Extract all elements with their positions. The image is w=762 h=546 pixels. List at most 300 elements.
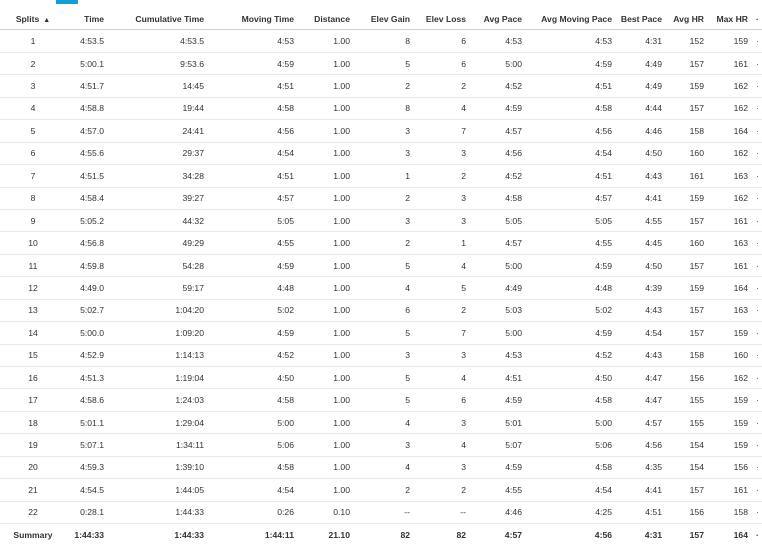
elev-loss-cell: 1 (414, 232, 470, 254)
split-number-cell: 21 (0, 479, 66, 501)
distance-cell: 0.10 (298, 501, 354, 523)
split-number-cell: 12 (0, 277, 66, 299)
distance-cell: 1.00 (298, 209, 354, 231)
overflow-cell: · (752, 165, 762, 187)
max-hr-cell: 159 (708, 389, 752, 411)
avg-moving-pace-cell: 4:54 (526, 479, 616, 501)
moving-time-cell: 4:56 (208, 120, 298, 142)
time-cell: 4:51.3 (66, 367, 108, 389)
overflow-cell: · (752, 344, 762, 366)
overflow-cell: · (752, 456, 762, 478)
moving-time-cell: 4:50 (208, 367, 298, 389)
active-tab-indicator (56, 0, 78, 4)
elev-loss-cell: 3 (414, 187, 470, 209)
time-cell: 4:52.9 (66, 344, 108, 366)
time-cell: 4:53.5 (66, 30, 108, 52)
column-header-elev-gain[interactable]: Elev Gain (354, 8, 414, 30)
elev-gain-cell: 3 (354, 344, 414, 366)
avg-pace-cell: 4:52 (470, 75, 526, 97)
time-cell: 4:58.6 (66, 389, 108, 411)
split-number-cell: 3 (0, 75, 66, 97)
elev-gain-cell: 2 (354, 479, 414, 501)
distance-cell: 1.00 (298, 344, 354, 366)
moving-time-cell: 4:53 (208, 30, 298, 52)
avg-moving-pace-cell: 4:50 (526, 367, 616, 389)
table-row (0, 232, 762, 254)
elev-gain-cell: 3 (354, 142, 414, 164)
overflow-cell: · (756, 529, 759, 540)
avg-hr-cell: 160 (666, 142, 708, 164)
time-cell: 0:28.1 (66, 501, 108, 523)
moving-time-cell: 5:02 (208, 299, 298, 321)
table-row (0, 75, 762, 97)
overflow-cell: · (752, 254, 762, 276)
moving-time-cell: 4:54 (208, 479, 298, 501)
avg-moving-pace-cell: 4:57 (526, 187, 616, 209)
elev-gain-cell: 5 (354, 367, 414, 389)
avg-pace-cell: 4:53 (470, 344, 526, 366)
split-number-cell: Summary (13, 529, 53, 540)
cumulative-time-cell: 44:32 (108, 209, 208, 231)
avg-hr-cell: 155 (666, 389, 708, 411)
moving-time-cell: 1:44:11 (264, 529, 294, 540)
avg-moving-pace-cell: 4:52 (526, 344, 616, 366)
elev-loss-cell: 6 (414, 52, 470, 74)
moving-time-cell: 4:59 (208, 254, 298, 276)
table-row (0, 30, 762, 52)
split-number-cell: 13 (0, 299, 66, 321)
time-cell: 4:55.6 (66, 142, 108, 164)
time-cell: 5:00.1 (66, 52, 108, 74)
avg-moving-pace-cell: 4:56 (526, 120, 616, 142)
elev-gain-cell: 5 (354, 322, 414, 344)
avg-moving-pace-cell: 4:58 (526, 456, 616, 478)
avg-hr-cell: 157 (666, 299, 708, 321)
overflow-cell: · (752, 501, 762, 523)
overflow-cell: · (752, 187, 762, 209)
table-header-row (0, 8, 762, 30)
elev-gain-cell: 8 (354, 97, 414, 119)
elev-gain-cell: 4 (354, 456, 414, 478)
distance-cell: 1.00 (298, 30, 354, 52)
avg-hr-cell: 152 (666, 30, 708, 52)
elev-loss-cell: 2 (414, 479, 470, 501)
max-hr-cell: 159 (708, 30, 752, 52)
overflow-cell: · (752, 232, 762, 254)
elev-loss-cell: 4 (414, 434, 470, 456)
elev-loss-cell: 2 (414, 165, 470, 187)
best-pace-cell: 4:43 (616, 299, 666, 321)
table-row (0, 389, 762, 411)
moving-time-cell: 4:58 (208, 456, 298, 478)
split-number-cell: 6 (0, 142, 66, 164)
moving-time-cell: 4:51 (208, 75, 298, 97)
split-number-cell: 15 (0, 344, 66, 366)
avg-pace-cell: 5:05 (470, 209, 526, 231)
table-row (0, 120, 762, 142)
best-pace-cell: 4:41 (616, 479, 666, 501)
moving-time-cell: 5:05 (208, 209, 298, 231)
best-pace-cell: 4:50 (616, 142, 666, 164)
split-number-cell: 1 (0, 30, 66, 52)
avg-pace-cell: 5:00 (470, 254, 526, 276)
max-hr-cell: 156 (708, 456, 752, 478)
best-pace-cell: 4:43 (616, 165, 666, 187)
distance-cell: 1.00 (298, 187, 354, 209)
avg-moving-pace-cell: 4:54 (526, 142, 616, 164)
overflow-cell: · (752, 389, 762, 411)
avg-pace-cell: 4:59 (470, 389, 526, 411)
moving-time-cell: 4:51 (208, 165, 298, 187)
max-hr-cell: 158 (708, 501, 752, 523)
avg-pace-cell: 4:51 (470, 367, 526, 389)
elev-loss-cell: 6 (414, 389, 470, 411)
avg-moving-pace-cell: 4:58 (526, 97, 616, 119)
split-number-cell: 5 (0, 120, 66, 142)
cumulative-time-cell: 24:41 (108, 120, 208, 142)
time-cell: 4:59.3 (66, 456, 108, 478)
time-cell: 4:51.7 (66, 75, 108, 97)
elev-loss-cell: 3 (414, 456, 470, 478)
time-cell: 4:49.0 (66, 277, 108, 299)
avg-hr-cell: 158 (666, 120, 708, 142)
elev-loss-cell: 2 (414, 299, 470, 321)
overflow-cell: · (752, 411, 762, 433)
best-pace-cell: 4:49 (616, 75, 666, 97)
avg-pace-cell: 4:58 (470, 187, 526, 209)
max-hr-cell: 161 (708, 52, 752, 74)
avg-moving-pace-cell: 4:51 (526, 165, 616, 187)
column-header-elev-loss[interactable]: Elev Loss (414, 8, 470, 30)
elev-gain-cell: 8 (354, 30, 414, 52)
column-header-avg-moving-pace[interactable]: Avg Moving Pace (526, 8, 616, 30)
avg-hr-cell: 157 (666, 97, 708, 119)
elev-gain-cell: 3 (354, 209, 414, 231)
elev-gain-cell: 4 (354, 411, 414, 433)
time-cell: 5:07.1 (66, 434, 108, 456)
cumulative-time-cell: 14:45 (108, 75, 208, 97)
best-pace-cell: 4:55 (616, 209, 666, 231)
table-row (0, 277, 762, 299)
split-number-cell: 10 (0, 232, 66, 254)
best-pace-cell: 4:31 (644, 529, 662, 540)
max-hr-cell: 163 (708, 232, 752, 254)
split-number-cell: 7 (0, 165, 66, 187)
avg-pace-cell: 4:52 (470, 165, 526, 187)
best-pace-cell: 4:51 (616, 501, 666, 523)
elev-gain-cell: 1 (354, 165, 414, 187)
avg-pace-cell: 4:57 (470, 232, 526, 254)
split-number-cell: 2 (0, 52, 66, 74)
max-hr-cell: 159 (708, 411, 752, 433)
distance-cell: 1.00 (298, 456, 354, 478)
best-pace-cell: 4:47 (616, 389, 666, 411)
distance-cell: 1.00 (298, 411, 354, 433)
column-header-splits-label: Splits (15, 13, 40, 24)
avg-moving-pace-cell: 4:55 (526, 232, 616, 254)
overflow-cell: · (752, 322, 762, 344)
distance-cell: 1.00 (298, 120, 354, 142)
time-cell: 4:57.0 (66, 120, 108, 142)
overflow-cell: · (752, 142, 762, 164)
cumulative-time-cell: 49:29 (108, 232, 208, 254)
avg-moving-pace-cell: 5:02 (526, 299, 616, 321)
avg-pace-cell: 5:01 (470, 411, 526, 433)
column-header-cumulative-time[interactable]: Cumulative Time (108, 8, 208, 30)
avg-hr-cell: 161 (666, 165, 708, 187)
avg-moving-pace-cell: 4:59 (526, 52, 616, 74)
distance-cell: 1.00 (298, 142, 354, 164)
avg-moving-pace-cell: 5:00 (526, 411, 616, 433)
cumulative-time-cell: 59:17 (108, 277, 208, 299)
avg-hr-cell: 159 (666, 277, 708, 299)
avg-pace-cell: 4:57 (504, 529, 522, 540)
table-row (0, 367, 762, 389)
column-header-best-pace[interactable]: Best Pace (616, 8, 666, 30)
avg-moving-pace-cell: 4:25 (526, 501, 616, 523)
moving-time-cell: 4:57 (208, 187, 298, 209)
overflow-cell: · (752, 120, 762, 142)
column-header-distance[interactable]: Distance (298, 8, 354, 30)
best-pace-cell: 4:46 (616, 120, 666, 142)
cumulative-time-cell: 1:04:20 (108, 299, 208, 321)
elev-gain-cell: 3 (354, 120, 414, 142)
split-number-cell: 4 (0, 97, 66, 119)
time-cell: 4:51.5 (66, 165, 108, 187)
moving-time-cell: 0:26 (208, 501, 298, 523)
avg-moving-pace-cell: 4:53 (526, 30, 616, 52)
max-hr-cell: 159 (708, 322, 752, 344)
best-pace-cell: 4:49 (616, 52, 666, 74)
column-header-avg-pace[interactable]: Avg Pace (470, 8, 526, 30)
column-header-max-hr[interactable]: Max HR (708, 8, 752, 30)
time-cell: 4:59.8 (66, 254, 108, 276)
elev-gain-cell: 4 (354, 277, 414, 299)
elev-gain-cell: 82 (400, 529, 410, 540)
overflow-cell: · (752, 367, 762, 389)
elev-loss-cell: 4 (414, 254, 470, 276)
elev-loss-cell: 3 (414, 142, 470, 164)
avg-moving-pace-cell: 4:48 (526, 277, 616, 299)
time-cell: 5:00.0 (66, 322, 108, 344)
table-row (0, 165, 762, 187)
distance-cell: 1.00 (298, 299, 354, 321)
max-hr-cell: 162 (708, 97, 752, 119)
elev-loss-cell: 3 (414, 344, 470, 366)
avg-pace-cell: 5:00 (470, 322, 526, 344)
avg-pace-cell: 4:55 (470, 479, 526, 501)
table-row (0, 411, 762, 433)
column-header-avg-hr[interactable]: Avg HR (666, 8, 708, 30)
time-cell: 4:54.5 (66, 479, 108, 501)
distance-cell: 1.00 (298, 322, 354, 344)
elev-gain-cell: 2 (354, 187, 414, 209)
splits-table-body (0, 30, 762, 546)
overflow-cell: · (752, 479, 762, 501)
distance-cell: 1.00 (298, 254, 354, 276)
split-number-cell: 9 (0, 209, 66, 231)
elev-loss-cell: 2 (414, 75, 470, 97)
max-hr-cell: 162 (708, 142, 752, 164)
avg-moving-pace-cell: 4:59 (526, 254, 616, 276)
moving-time-cell: 4:59 (208, 322, 298, 344)
avg-pace-cell: 4:53 (470, 30, 526, 52)
best-pace-cell: 4:41 (616, 187, 666, 209)
avg-pace-cell: 4:57 (470, 120, 526, 142)
best-pace-cell: 4:44 (616, 97, 666, 119)
column-header-time[interactable]: Time (66, 8, 108, 30)
distance-cell: 1.00 (298, 75, 354, 97)
table-row (0, 344, 762, 366)
cumulative-time-cell: 1:24:03 (108, 389, 208, 411)
cumulative-time-cell: 1:44:05 (108, 479, 208, 501)
elev-loss-cell: 7 (414, 120, 470, 142)
cumulative-time-cell: 1:14:13 (108, 344, 208, 366)
split-number-cell: 11 (0, 254, 66, 276)
table-row (0, 187, 762, 209)
avg-hr-cell: 157 (666, 479, 708, 501)
best-pace-cell: 4:50 (616, 254, 666, 276)
avg-pace-cell: 5:00 (470, 52, 526, 74)
cumulative-time-cell: 29:37 (108, 142, 208, 164)
time-cell: 4:58.4 (66, 187, 108, 209)
max-hr-cell: 164 (708, 277, 752, 299)
avg-hr-cell: 157 (666, 52, 708, 74)
avg-hr-cell: 154 (666, 456, 708, 478)
split-number-cell: 17 (0, 389, 66, 411)
avg-moving-pace-cell: 4:58 (526, 389, 616, 411)
moving-time-cell: 4:55 (208, 232, 298, 254)
overflow-cell: · (752, 75, 762, 97)
elev-loss-cell: 6 (414, 30, 470, 52)
split-number-cell: 14 (0, 322, 66, 344)
elev-gain-cell: 5 (354, 52, 414, 74)
elev-loss-cell: 4 (414, 97, 470, 119)
elev-loss-cell: 5 (414, 277, 470, 299)
cumulative-time-cell: 19:44 (108, 97, 208, 119)
elev-gain-cell: 2 (354, 75, 414, 97)
table-row (0, 97, 762, 119)
avg-moving-pace-cell: 5:05 (526, 209, 616, 231)
elev-loss-cell: 7 (414, 322, 470, 344)
avg-moving-pace-cell: 4:59 (526, 322, 616, 344)
table-row (0, 254, 762, 276)
elev-gain-cell: 6 (354, 299, 414, 321)
avg-pace-cell: 5:03 (470, 299, 526, 321)
distance-cell: 1.00 (298, 367, 354, 389)
avg-hr-cell: 159 (666, 187, 708, 209)
split-number-cell: 22 (0, 501, 66, 523)
time-cell: 5:02.7 (66, 299, 108, 321)
overflow-cell: · (752, 30, 762, 52)
table-row (0, 209, 762, 231)
distance-cell: 1.00 (298, 389, 354, 411)
table-row (0, 456, 762, 478)
elev-gain-cell: -- (354, 501, 414, 523)
overflow-cell: · (752, 209, 762, 231)
split-number-cell: 8 (0, 187, 66, 209)
avg-pace-cell: 4:56 (470, 142, 526, 164)
time-cell: 4:58.8 (66, 97, 108, 119)
avg-pace-cell: 4:59 (470, 97, 526, 119)
max-hr-cell: 163 (708, 165, 752, 187)
max-hr-cell: 162 (708, 187, 752, 209)
cumulative-time-cell: 1:39:10 (108, 456, 208, 478)
max-hr-cell: 162 (708, 75, 752, 97)
overflow-cell: · (752, 434, 762, 456)
cumulative-time-cell: 34:28 (108, 165, 208, 187)
moving-time-cell: 5:06 (208, 434, 298, 456)
elev-loss-cell: 3 (414, 209, 470, 231)
table-row (0, 501, 762, 523)
avg-hr-cell: 154 (666, 434, 708, 456)
moving-time-cell: 4:59 (208, 52, 298, 74)
distance-cell: 21.10 (328, 529, 350, 540)
cumulative-time-cell: 1:44:33 (108, 501, 208, 523)
distance-cell: 1.00 (298, 479, 354, 501)
max-hr-cell: 159 (708, 434, 752, 456)
cumulative-time-cell: 9:53.6 (108, 52, 208, 74)
avg-pace-cell: 4:49 (470, 277, 526, 299)
avg-pace-cell: 4:59 (470, 456, 526, 478)
max-hr-cell: 161 (708, 479, 752, 501)
best-pace-cell: 4:45 (616, 232, 666, 254)
cumulative-time-cell: 1:19:04 (108, 367, 208, 389)
best-pace-cell: 4:56 (616, 434, 666, 456)
max-hr-cell: 163 (708, 299, 752, 321)
column-header-overflow: · (752, 8, 762, 30)
avg-hr-cell: 159 (666, 75, 708, 97)
table-row (0, 142, 762, 164)
distance-cell: 1.00 (298, 52, 354, 74)
cumulative-time-cell: 1:09:20 (108, 322, 208, 344)
max-hr-cell: 160 (708, 344, 752, 366)
overflow-cell: · (752, 52, 762, 74)
distance-cell: 1.00 (298, 277, 354, 299)
avg-moving-pace-cell: 4:51 (526, 75, 616, 97)
avg-hr-cell: 160 (666, 232, 708, 254)
cumulative-time-cell: 1:34:11 (108, 434, 208, 456)
avg-moving-pace-cell: 4:56 (594, 529, 612, 540)
distance-cell: 1.00 (298, 165, 354, 187)
table-row (0, 479, 762, 501)
max-hr-cell: 161 (708, 209, 752, 231)
avg-hr-cell: 157 (666, 254, 708, 276)
time-cell: 4:56.8 (66, 232, 108, 254)
distance-cell: 1.00 (298, 232, 354, 254)
avg-hr-cell: 157 (666, 322, 708, 344)
column-header-splits[interactable] (0, 8, 66, 30)
column-header-moving-time[interactable]: Moving Time (208, 8, 298, 30)
distance-cell: 1.00 (298, 97, 354, 119)
cumulative-time-cell: 4:53.5 (108, 30, 208, 52)
table-row (0, 434, 762, 456)
max-hr-cell: 162 (708, 367, 752, 389)
cumulative-time-cell: 54:28 (108, 254, 208, 276)
summary-row (0, 524, 762, 546)
split-number-cell: 16 (0, 367, 66, 389)
overflow-cell: · (752, 97, 762, 119)
cumulative-time-cell: 39:27 (108, 187, 208, 209)
table-row (0, 322, 762, 344)
elev-loss-cell: 82 (456, 529, 466, 540)
overflow-cell: · (752, 277, 762, 299)
avg-hr-cell: 156 (666, 501, 708, 523)
table-row (0, 299, 762, 321)
elev-loss-cell: -- (414, 501, 470, 523)
split-number-cell: 19 (0, 434, 66, 456)
best-pace-cell: 4:35 (616, 456, 666, 478)
